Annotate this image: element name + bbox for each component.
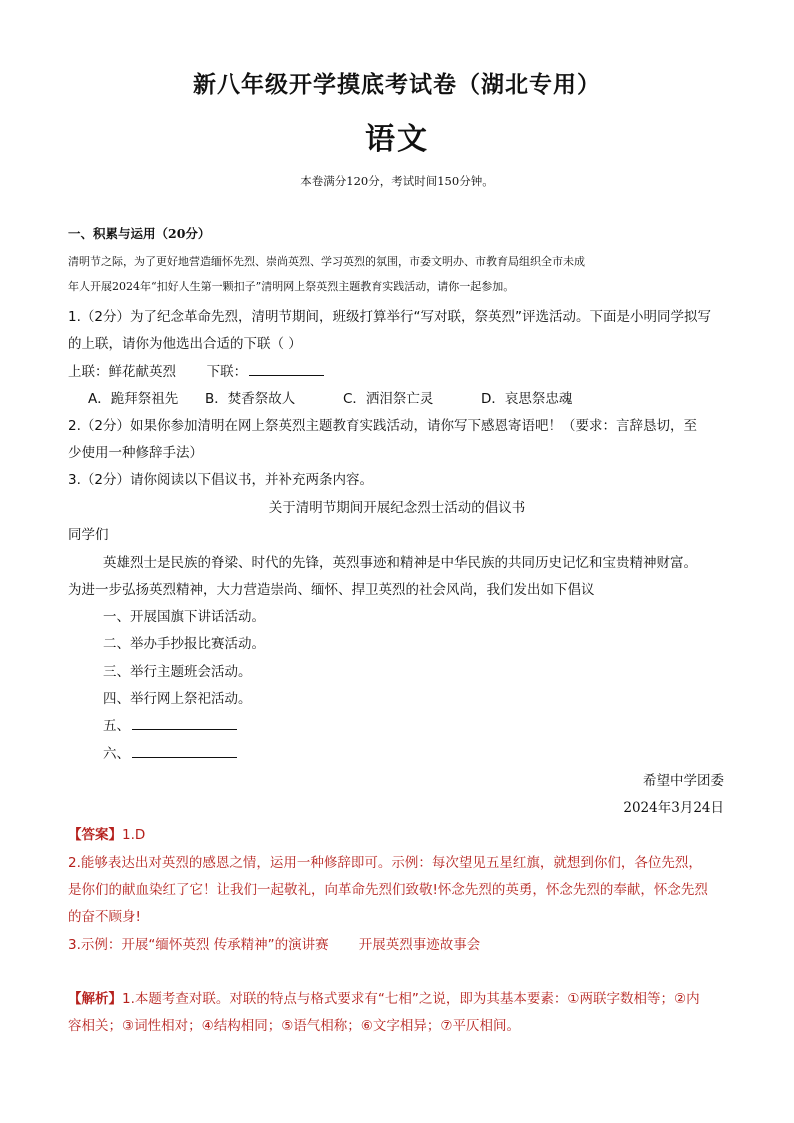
- analysis-text: 1.本题考查对联。对联的特点与格式要求有“七相”之说，即为其基本要素：①两联字数相等；②内: [122, 991, 700, 1007]
- answer-q2-line-1: 2.能够表达出对英烈的感恩之情，运用一种修辞即可。示例：每次望见五星红旗，就想到你们，各位先烈，: [68, 855, 702, 871]
- proposal-item: 二、举办手抄报比赛活动。: [103, 636, 265, 652]
- exam-info: 本卷满分120分，考试时间150分钟。: [300, 174, 494, 188]
- proposal-para-line-2: 为进一步弘扬英烈精神，大力营造崇尚、缅怀、捍卫英烈的社会风尚，我们发出如下倡议: [68, 582, 595, 598]
- section-heading: 一、积累与运用（20分）: [68, 226, 211, 241]
- proposal-date: 2024年3月24日: [623, 800, 724, 816]
- section-intro-line-2: 年人开展2024年“扣好人生第一颗扣子”清明网上祭英烈主题教育实践活动，请你一起参加。: [68, 280, 515, 293]
- q1-option-b: B．焚香祭故人: [205, 391, 296, 407]
- answer-q1: [68, 823, 145, 843]
- answer-q2-line-3: 的奋不顾身!: [68, 909, 141, 925]
- proposal-item: 一、开展国旗下讲话活动。: [103, 609, 265, 625]
- q1-options: [88, 387, 572, 407]
- couplet-lower-label: 下联：: [206, 364, 248, 380]
- q1-couplet: [68, 360, 324, 380]
- q3-stem: 3.（2分）请你阅读以下倡议书，并补充两条内容。: [68, 472, 373, 488]
- proposal-salutation: 同学们: [68, 527, 109, 543]
- proposal-blank-item: 六、: [103, 742, 237, 762]
- couplet-lower-blank: [249, 361, 324, 376]
- proposal-title: 关于清明节期间开展纪念烈士活动的倡议书: [268, 500, 526, 516]
- answer-text: 1.D: [122, 827, 146, 843]
- exam-title: 新八年级开学摸底考试卷（湖北专用）: [193, 71, 601, 98]
- answer-q2-line-2: 是你们的献血染红了它！让我们一起敬礼，向革命先烈们致敬!怀念先烈的英勇，怀念先烈的奉献，怀念先烈: [68, 882, 708, 898]
- q2-stem-line-2: 少使用一种修辞手法）: [68, 445, 203, 461]
- q1-stem-line-1: 1.（2分）为了纪念革命先烈，清明节期间，班级打算举行“写对联，祭英烈”评选活动。下面是小明同学拟写: [68, 309, 711, 325]
- proposal-para-line-1: 英雄烈士是民族的脊梁、时代的先锋，英烈事迹和精神是中华民族的共同历史记忆和宝贵精神财富。: [103, 555, 697, 571]
- q1-option-d: D．哀思祭忠魂: [481, 391, 573, 407]
- q1-option-a: A．跪拜祭祖先: [88, 391, 179, 407]
- proposal-item: 四、举行网上祭祀活动。: [103, 691, 252, 707]
- proposal-signature: 希望中学团委: [643, 773, 724, 789]
- couplet-upper: 上联：鲜花献英烈: [68, 364, 176, 380]
- proposal-item: 三、举行主题班会活动。: [103, 664, 252, 680]
- q2-stem-line-1: 2.（2分）如果你参加清明在网上祭英烈主题教育实践活动，请你写下感恩寄语吧！（要求：言辞恳切，至: [68, 418, 697, 434]
- q1-stem-line-2: 的上联，请你为他选出合适的下联（ ）: [68, 336, 302, 352]
- section-intro-line-1: 清明节之际，为了更好地营造缅怀先烈、崇尚英烈、学习英烈的氛围，市委文明办、市教育局组织全市未成: [68, 255, 585, 268]
- answer-label: 【答案】: [68, 827, 122, 843]
- answer-blank: [132, 743, 237, 758]
- analysis-line-2: 容相关；③词性相对；④结构相同；⑤语气相称；⑥文字相异；⑦平仄相间。: [68, 1018, 521, 1034]
- q1-option-c: C．洒泪祭亡灵: [343, 391, 434, 407]
- analysis-line-1: [68, 987, 700, 1007]
- subject-title: 语文: [365, 122, 429, 157]
- answer-blank: [132, 715, 237, 730]
- analysis-label: 【解析】: [68, 991, 122, 1007]
- answer-q3: 3.示例：开展“缅怀英烈 传承精神”的演讲赛 开展英烈事迹故事会: [68, 937, 481, 953]
- proposal-blank-item: 五、: [103, 714, 237, 734]
